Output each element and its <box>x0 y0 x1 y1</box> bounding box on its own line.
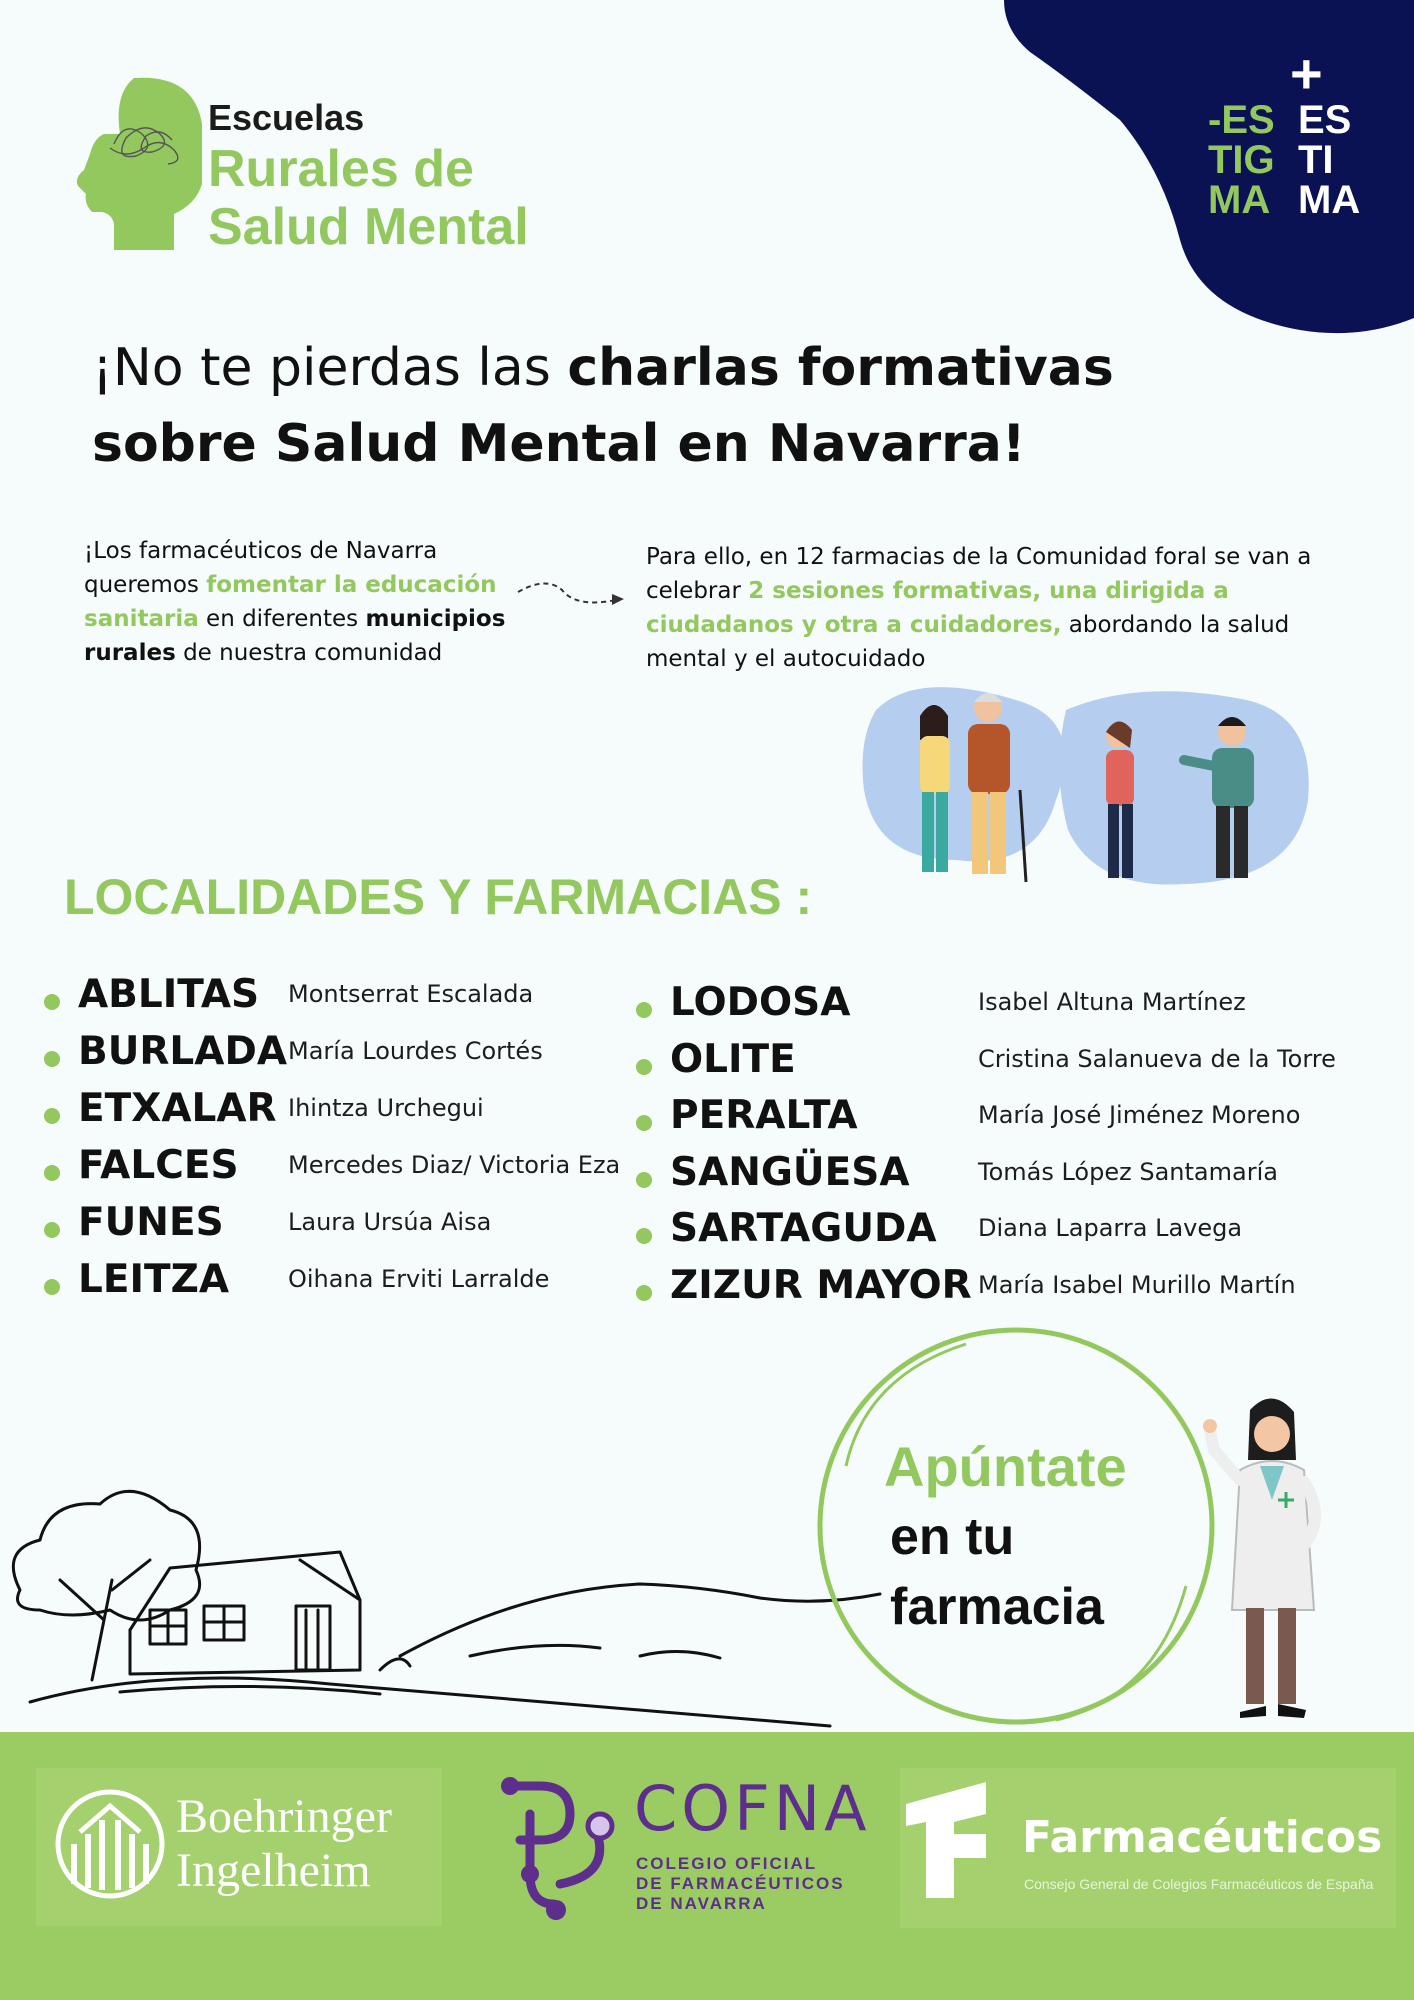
town-name: BURLADA <box>78 1029 288 1074</box>
rural-landscape-illustration <box>0 1470 920 1730</box>
pharmacy-name: Laura Ursúa Aisa <box>288 1208 492 1236</box>
headline <box>92 330 1114 482</box>
town-name: FALCES <box>78 1143 239 1188</box>
boehringer-name-2: Ingelheim <box>176 1844 371 1897</box>
farmaceuticos-name: Farmacéuticos <box>1022 1812 1383 1863</box>
boehringer-logo-box <box>36 1768 442 1926</box>
intro-left-text-4: municipios rurales <box>84 606 506 666</box>
bullet-icon <box>44 1108 60 1124</box>
estigma-plus: + <box>1290 42 1323 105</box>
headline-part-2: charlas formativas <box>567 338 1114 398</box>
town-name: SARTAGUDA <box>670 1206 937 1251</box>
logo-line-2: Rurales de <box>208 140 474 198</box>
farmaceuticos-logo-box <box>900 1768 1396 1928</box>
intro-left-paragraph <box>84 534 524 670</box>
cofna-sub-1: COLEGIO OFICIAL <box>636 1854 818 1873</box>
bullet-icon <box>44 1051 60 1067</box>
estigma-left <box>1208 100 1275 220</box>
pharmacy-name: Diana Laparra Lavega <box>978 1214 1243 1242</box>
cofna-logo-icon <box>500 1774 624 1924</box>
headline-part-3: sobre Salud Mental en Navarra! <box>92 414 1026 474</box>
pharmacy-name: Oihana Erviti Larralde <box>288 1265 550 1293</box>
logo-line-3: Salud Mental <box>208 198 529 256</box>
pharmacy-name: Isabel Altuna Martínez <box>978 988 1246 1016</box>
estigma-right-1: ES <box>1298 98 1352 142</box>
sponsors-footer <box>0 1732 1414 2000</box>
pharmacy-name: Mercedes Diaz/ Victoria Eza <box>288 1151 621 1179</box>
estigma-right-3: MA <box>1298 178 1361 222</box>
logo-line-1: Escuelas <box>208 97 365 138</box>
bullet-icon <box>636 1172 652 1188</box>
town-name: LEITZA <box>78 1257 230 1302</box>
pharmacist-illustration <box>1200 1390 1350 1730</box>
location-row <box>44 972 644 1028</box>
cta-line-2: en tu <box>890 1508 1015 1566</box>
town-name: LODOSA <box>670 980 851 1025</box>
boehringer-name-1: Boehringer <box>176 1790 392 1843</box>
farmaceuticos-logo-icon <box>902 1774 1022 1904</box>
bullet-icon <box>636 1002 652 1018</box>
boehringer-logo-icon <box>50 1784 170 1904</box>
town-name: OLITE <box>670 1036 796 1082</box>
logo-text <box>208 96 529 256</box>
pharmacy-name: María Isabel Murillo Martín <box>978 1270 1296 1299</box>
cta-line-1: Apúntate <box>884 1435 1127 1498</box>
town-name: ETXALAR <box>78 1086 277 1131</box>
location-row <box>636 1149 1278 1206</box>
estigma-left-3: MA <box>1208 178 1271 222</box>
locations-title: LOCALIDADES Y FARMACIAS : <box>64 869 813 925</box>
intro-left-text-5: de nuestra comunidad <box>175 640 443 666</box>
town-name: SANGÜESA <box>670 1149 910 1195</box>
cta-block <box>884 1432 1127 1642</box>
estigma-left-1: -ES <box>1208 98 1275 142</box>
location-row <box>636 1206 1243 1262</box>
cofna-sub-2: DE FARMACÉUTICOS <box>636 1874 845 1893</box>
location-row <box>636 980 1246 1036</box>
headline-part-1: ¡No te pierdas las <box>92 338 568 398</box>
intro-right-text-2: 2 sesiones formativas, una dirigida a ciudadanos y otra a cuidadores, <box>646 578 1229 638</box>
estigma-right-2: TI <box>1298 138 1334 182</box>
location-row <box>636 1036 1336 1093</box>
intro-right-text-3: abordando la salud mental y el autocuidado <box>646 612 1290 672</box>
intro-left-text-3: en diferentes <box>198 606 366 632</box>
caregivers-illustration <box>856 670 1316 920</box>
cta-line-3: farmacia <box>890 1578 1104 1636</box>
farmaceuticos-sub: Consejo General de Colegios Farmacéuticos de España <box>1024 1876 1374 1892</box>
estigma-right <box>1298 100 1360 220</box>
location-row <box>636 1093 1301 1149</box>
dashed-arrow-icon <box>516 574 632 614</box>
location-row <box>44 1143 644 1199</box>
town-name: FUNES <box>78 1200 224 1245</box>
intro-right-paragraph <box>646 540 1336 676</box>
bullet-icon <box>44 1222 60 1238</box>
pharmacy-name: Tomás López Santamaría <box>978 1157 1278 1186</box>
town-name: ABLITAS <box>78 972 260 1017</box>
intro-left-text-1: ¡Los farmacéuticos de Navarra queremos <box>84 538 438 598</box>
town-name: PERALTA <box>670 1093 858 1138</box>
intro-right-text-1: Para ello, en 12 farmacias de la Comunidad foral se van a celebrar <box>646 544 1312 604</box>
cofna-name: COFNA <box>634 1772 871 1845</box>
head-logo-icon <box>74 74 214 254</box>
location-row <box>44 1029 644 1085</box>
location-row <box>44 1086 644 1142</box>
pharmacy-name: María José Jiménez Moreno <box>978 1101 1301 1129</box>
estigma-left-2: TIG <box>1208 138 1275 182</box>
location-row <box>44 1200 644 1256</box>
bullet-icon <box>44 994 60 1010</box>
bullet-icon <box>636 1059 652 1075</box>
intro-left-text-2: fomentar la educación sanitaria <box>84 572 497 632</box>
bullet-icon <box>44 1279 60 1295</box>
cofna-sub-3: DE NAVARRA <box>636 1894 767 1913</box>
location-row <box>44 1257 644 1313</box>
bullet-icon <box>636 1228 652 1244</box>
pharmacy-name: Cristina Salanueva de la Torre <box>978 1044 1336 1073</box>
bullet-icon <box>636 1115 652 1131</box>
pharmacy-name: Ihintza Urchegui <box>288 1094 484 1122</box>
pharmacy-name: Montserrat Escalada <box>288 980 534 1008</box>
bullet-icon <box>636 1285 652 1301</box>
location-row <box>636 1262 1296 1319</box>
pharmacy-name: María Lourdes Cortés <box>288 1037 543 1065</box>
bullet-icon <box>44 1165 60 1181</box>
town-name: ZIZUR MAYOR <box>670 1262 972 1308</box>
